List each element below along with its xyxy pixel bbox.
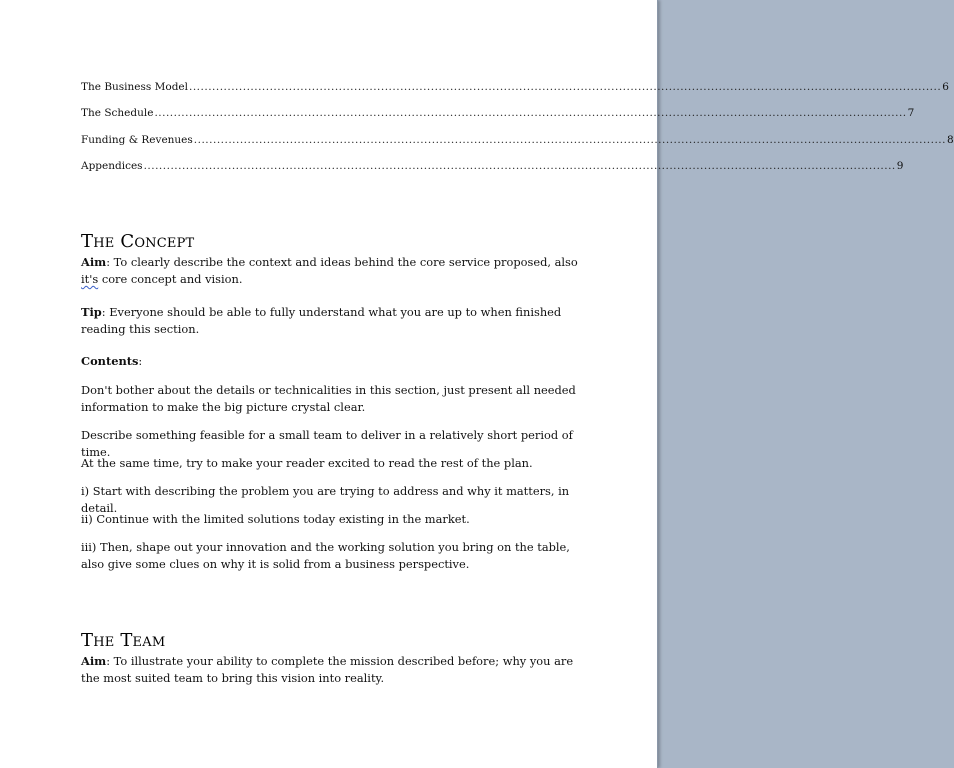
concept-list-item: i) Start with describing the problem you are trying to address and why it matters, in detail. — [81, 484, 570, 515]
spellcheck-flagged-word[interactable]: it's — [81, 272, 99, 286]
aim-text-end: core concept and vision. — [98, 272, 243, 286]
toc-entry-label: The Schedule — [81, 107, 154, 119]
toc-page-number: 7 — [907, 107, 915, 119]
toc-entry-label: The Business Model — [81, 81, 188, 93]
toc-page-number: 6 — [942, 81, 949, 93]
toc-leader-dots: .................................................................................................................................................................................................... — [193, 134, 946, 146]
concept-paragraph: Describe something feasible for a small team to deliver in a relatively short period of time. — [81, 428, 573, 459]
toc-entry-label: Funding & Revenues — [81, 134, 193, 146]
section-heading-concept: The Concept — [81, 231, 195, 252]
tip-text: : Everyone should be able to fully understand what you are up to when finished reading this section. — [81, 305, 562, 336]
toc-page-number: 9 — [896, 160, 904, 172]
contents-label-paragraph — [81, 353, 581, 370]
aim-label: Aim — [81, 255, 107, 269]
contents-label: Contents — [81, 354, 139, 368]
toc-leader-dots: .................................................................................................................................................................................................... — [189, 81, 942, 93]
toc-entry-label: Appendices — [81, 160, 143, 172]
toc-entry-funding[interactable] — [81, 133, 954, 147]
aim-label: Aim — [81, 654, 107, 668]
toc-leader-dots: .................................................................................................................................................................................................... — [154, 107, 907, 119]
team-aim-paragraph — [81, 653, 581, 687]
toc-page-number: 8 — [946, 134, 954, 146]
toc-entry-business-model[interactable] — [81, 80, 949, 94]
tip-label: Tip — [81, 305, 102, 319]
concept-paragraph: Don't bother about the details or technicalities in this section, just present all needed information to make the big picture crystal clear. — [81, 383, 576, 414]
toc-entry-appendices[interactable] — [81, 159, 904, 173]
toc-leader-dots: .................................................................................................................................................................................................... — [143, 160, 896, 172]
section-heading-team: The Team — [81, 630, 166, 651]
concept-aim-paragraph — [81, 254, 581, 288]
concept-list-item: ii) Continue with the limited solutions today existing in the market. — [81, 512, 470, 526]
concept-list-item: iii) Then, shape out your innovation and the working solution you bring on the table, also give some clues on why it is solid from a business perspective. — [81, 540, 570, 571]
aim-text: : To clearly describe the context and ideas behind the core service proposed, also — [106, 255, 578, 269]
concept-tip-paragraph — [81, 304, 581, 338]
contents-colon: : — [138, 354, 143, 368]
toc-entry-schedule[interactable] — [81, 106, 915, 120]
concept-paragraph: At the same time, try to make your reader excited to read the rest of the plan. — [81, 456, 533, 470]
aim-text: : To illustrate your ability to complete the mission described before; why you are the most suited team to bring this vision into reality. — [81, 654, 574, 685]
